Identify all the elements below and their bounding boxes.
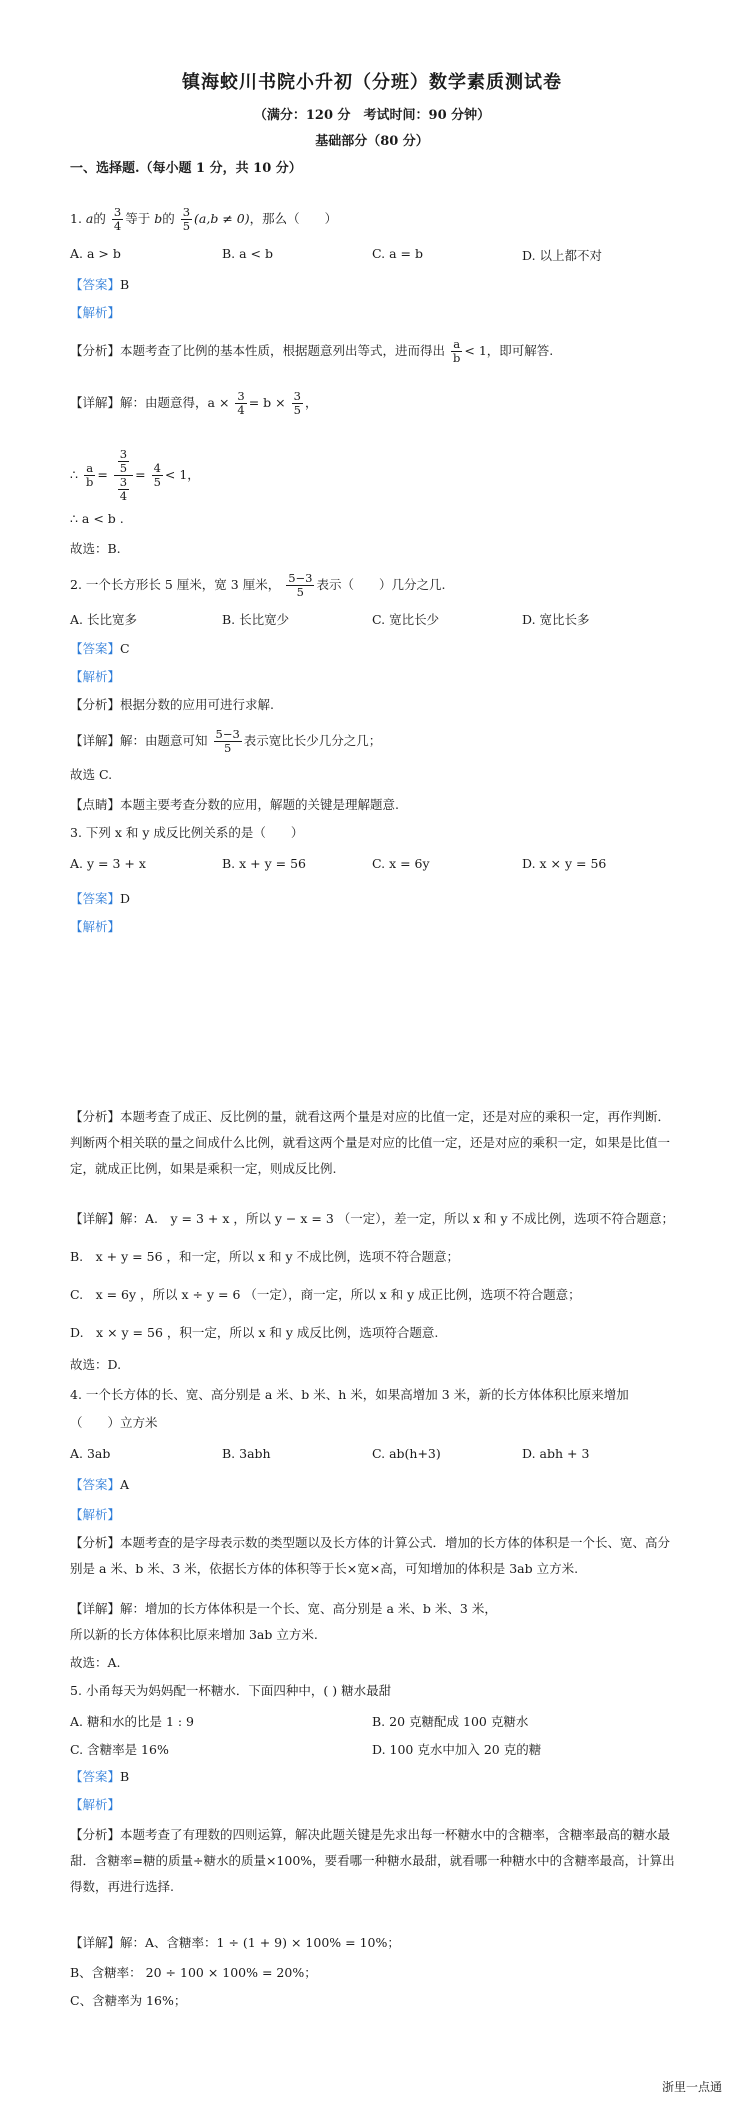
q4-answer: 【答案】A [70, 1477, 130, 1492]
q4-analysis-label: 【解析】 [70, 1507, 121, 1522]
q2-option-c: C. 宽比长少 [372, 612, 440, 627]
q2-option-a: A. 长比宽多 [70, 612, 137, 627]
q1-option-a: A. a > b [70, 246, 121, 261]
q3-detail-b: B. x + y = 56 ，和一定，所以 x 和 y 不成比例，选项不符合题意； [70, 1249, 459, 1264]
q2-option-d: D. 宽比长多 [522, 612, 590, 627]
q3-option-a: A. y = 3 + x [70, 856, 146, 871]
q4-option-a: A. 3ab [70, 1446, 111, 1461]
q5-analysis-label: 【解析】 [70, 1797, 121, 1812]
q2-analysis-label: 【解析】 [70, 669, 121, 684]
q2-option-b: B. 长比宽少 [222, 612, 290, 627]
q5-answer: 【答案】B [70, 1769, 130, 1784]
q2-detail: 【详解】解：由题意可知 $\frac{5-3}{5}$ 表示宽比长少几分之几； [70, 727, 382, 755]
q4-option-b: B. 3abh [222, 1446, 271, 1461]
q1-frac-2: $\frac{3}{5}$ [182, 205, 191, 233]
q4-stem-2: （ ）立方米 [70, 1415, 158, 1430]
q3-fenxi: 【分析】本题考查了成正、反比例的量，就看这两个量是对应的比值一定，还是对应的乘积一定，再作判断．判断两个相关联的量之间成什么比例，就看这两个量是对应的比值一定，还是对应的乘积一定，如果是比值一定，就成正比例，如果是乘积一定，则成反比例. [70, 1109, 671, 1176]
q3-detail-c: C. x = 6y ，所以 x ÷ y = 6 （一定），商一定，所以 x 和 y 成正比例，选项不符合题意； [70, 1287, 581, 1302]
q5-detail-b: B、含糖率： 20 ÷ 100 × 100% = 20%； [70, 1965, 317, 1980]
q4-stem-1: 4. 一个长方体的长、宽、高分别是 a 米、b 米、h 米，如果高增加 3 米，新的长方体体积比原来增加 [70, 1387, 629, 1402]
q5-option-d: D. 100 克水中加入 20 克的糖 [372, 1742, 542, 1757]
q4-option-d: D. abh + 3 [522, 1446, 590, 1461]
footer-watermark: 浙里一点通 [661, 2080, 722, 2094]
q5-detail-c: C、含糖率为 16%； [70, 1993, 187, 2008]
q3-analysis-label: 【解析】 [70, 919, 121, 934]
q4-option-c: C. ab(h+3) [372, 1446, 441, 1461]
q3-option-d: D. x × y = 56 [522, 856, 607, 871]
q5-stem: 5. 小甬每天为妈妈配一杯糖水．下面四种中，( ) 糖水最甜 [70, 1683, 392, 1698]
q2-fenxi: 【分析】根据分数的应用可进行求解. [70, 697, 274, 712]
q5-option-a: A. 糖和水的比是 1 : 9 [70, 1714, 195, 1729]
q2-choose: 故选 C. [70, 767, 113, 782]
q4-detail-1: 【详解】解：增加的长方体体积是一个长、宽、高分别是 a 米、b 米、3 米， [70, 1601, 497, 1616]
q5-fenxi: 【分析】本题考查了有理数的四则运算，解决此题关键是先求出每一杯糖水中的含糖率，含糖率最高的糖水最甜．含糖率=糖的质量÷糖水的质量×100%，要看哪一种糖水最甜，就看哪一种糖水中的含糖率最高，计算出得数，再进行选择. [70, 1827, 675, 1894]
q3-stem: 3. 下列 x 和 y 成反比例关系的是（ ） [70, 825, 304, 840]
q5-detail-a: 【详解】解：A、含糖率：1 ÷ (1 + 9) × 100% = 10%； [70, 1935, 400, 1950]
q1-option-b: B. a < b [222, 246, 274, 261]
part-heading: 基础部分（80 分） [315, 134, 429, 149]
q2-stem: 2. 一个长方形长 5 厘米，宽 3 厘米， $\frac{5-3}{5}$ 表示（ ）几分之几. [70, 571, 446, 599]
q1-option-d: D. 以上都不对 [522, 248, 603, 263]
q1-complex-fraction: $\frac{\frac{3}{5}}{\frac{3}{4}}$ [114, 448, 133, 503]
q4-detail-2: 所以新的长方体体积比原来增加 3ab 立方米. [70, 1627, 318, 1642]
q1-frac-1: $\frac{3}{4}$ [113, 205, 122, 233]
q3-answer: 【答案】D [70, 891, 131, 906]
q1-detail: 【详解】解：由题意得，a × $\frac{3}{4}$ = b × $\frac{3}{5}$ ， [70, 389, 318, 417]
q3-detail-d: D. x × y = 56 ，积一定，所以 x 和 y 成反比例，选项符合题意. [70, 1325, 439, 1340]
q1-therefore-1: ∴ $\frac{a}{b}$ = $\frac{\frac{3}{5}}{\frac{3}{4}}$ = $\frac{4}{5}$ < 1， [70, 447, 200, 503]
q3-option-b: B. x + y = 56 [222, 856, 306, 871]
q1-fenxi: 【分析】本题考查了比例的基本性质，根据题意列出等式，进而得出 $\frac{a}{b}$ < 1，即可解答. [70, 337, 554, 365]
q3-choose: 故选：D. [70, 1357, 122, 1372]
q5-option-c: C. 含糖率是 16% [70, 1742, 169, 1757]
q3-option-c: C. x = 6y [372, 856, 430, 871]
q4-choose: 故选：A. [70, 1655, 121, 1670]
q2-answer: 【答案】C [70, 641, 130, 656]
q1-option-c: C. a = b [372, 246, 423, 261]
q1-choose: 故选：B. [70, 541, 121, 556]
q5-option-b: B. 20 克糖配成 100 克糖水 [372, 1714, 529, 1729]
q3-detail-a: 【详解】解：A. y = 3 + x ，所以 y − x = 3 （一定），差一定，所以 x 和 y 不成比例，选项不符合题意； [70, 1211, 675, 1226]
q4-fenxi: 【分析】本题考查的是字母表示数的类型题以及长方体的计算公式．增加的长方体的体积是一个长、宽、高分别是 a 米、b 米、3 米，依据长方体的体积等于长×宽×高，可知增加的体积是 3ab 立方米. [70, 1535, 671, 1576]
q2-comment: 【点睛】本题主要考查分数的应用，解题的关键是理解题意. [70, 797, 399, 812]
section-heading: 一、选择题.（每小题 1 分，共 10 分） [70, 161, 302, 176]
q1-answer: 【答案】B [70, 277, 130, 292]
q1-therefore-2: ∴ a < b . [70, 511, 124, 526]
q1-analysis-label: 【解析】 [70, 305, 121, 320]
q1-stem: 1. a的 $\frac{3}{4}$ 等于 b的 $\frac{3}{5}$ (a,b ≠ 0)，那么（ ） [70, 205, 338, 233]
page-title: 镇海蛟川书院小升初（分班）数学素质测试卷 [182, 72, 562, 93]
exam-info: （满分：120 分 考试时间：90 分钟） [253, 108, 491, 123]
